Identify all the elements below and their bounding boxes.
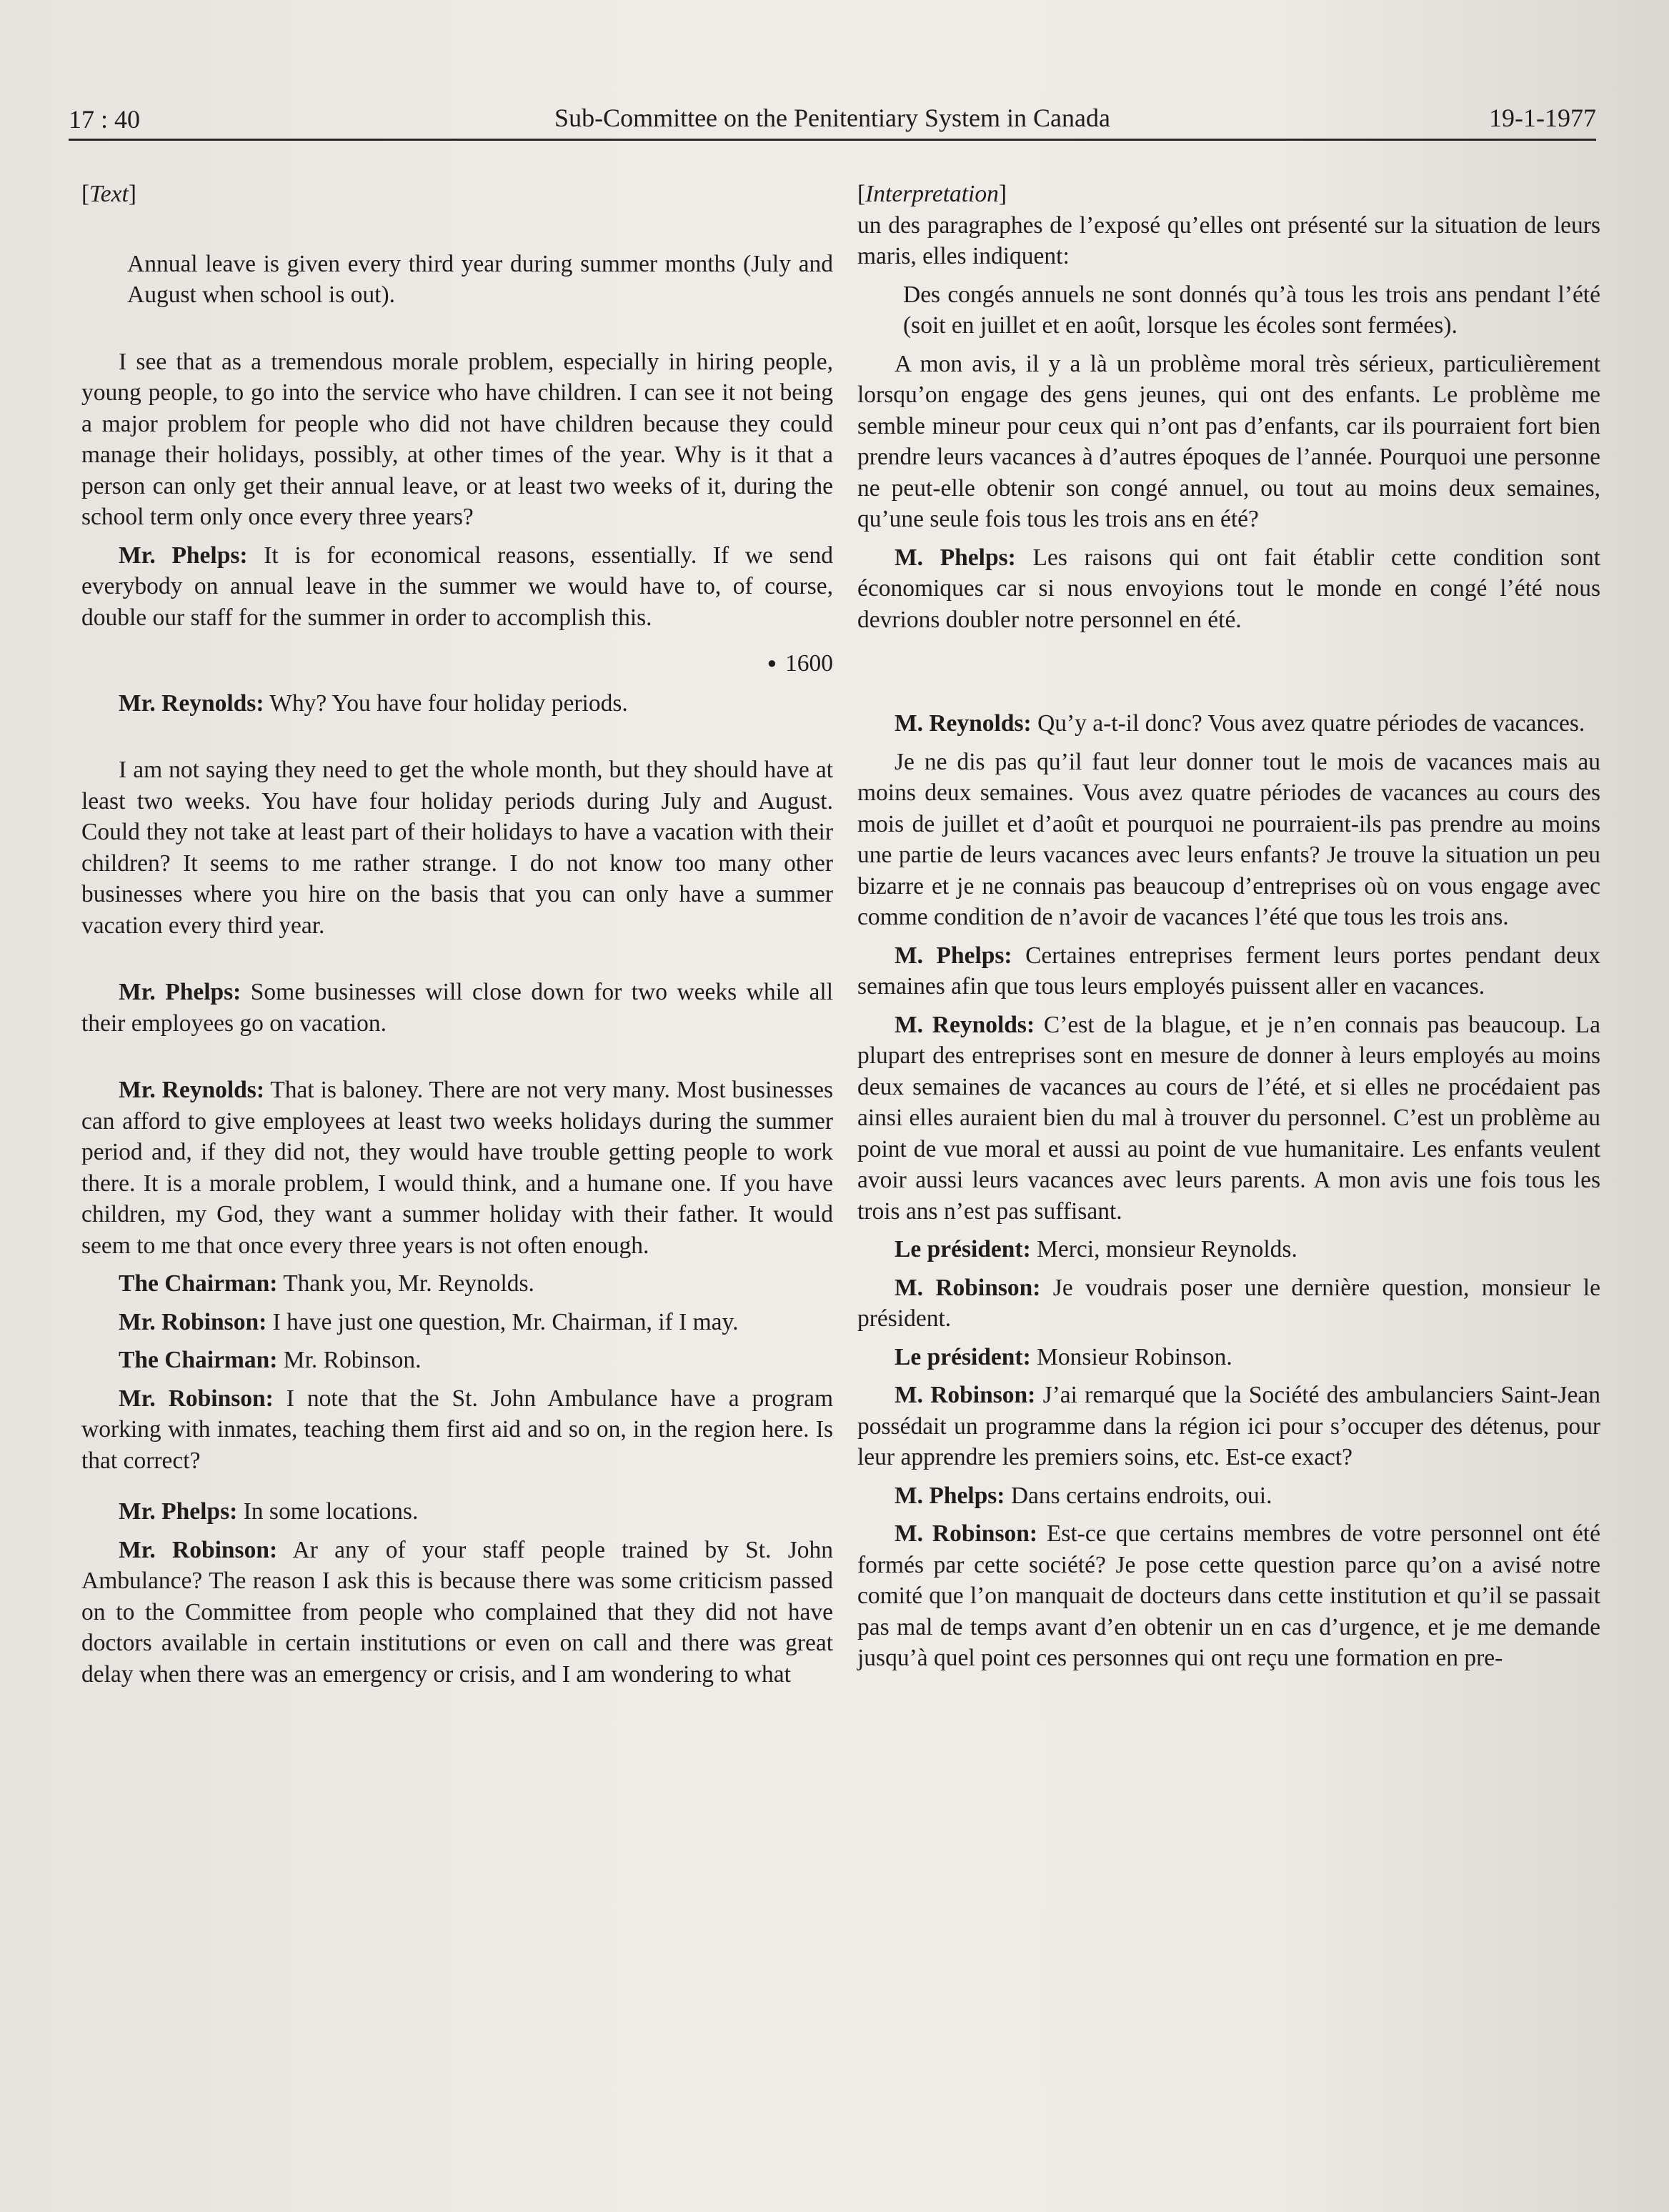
speech: M. Phelps: Les raisons qui ont fait établir cette condition sont économiques car si nous envoyions tout le monde en congé l’été nous devrions doubler notre personnel en été. [857, 544, 1600, 633]
english-column [81, 179, 833, 1697]
speaker: Mr. Reynolds: [119, 1077, 265, 1103]
speech: M. Robinson: J’ai remarqué que la Société des ambulanciers Saint-Jean possédait un programme dans la région ici pour s’occuper des détenus, pour leur apprendre les premiers soins, etc. Est-ce exact? [857, 1382, 1600, 1470]
speech: The Chairman: Thank you, Mr. Reynolds. [119, 1270, 534, 1297]
speaker: Mr. Phelps: [119, 1498, 238, 1525]
speech: M. Reynolds: C’est de la blague, et je n’en connais pas beaucoup. La plupart des entreprises sont en mesure de donner à leurs employés au moins deux semaines de vacances au cours de l’été, et si elles ne procédaient pas ainsi elles auraient bien du mal à trouver du personnel. C’est un problème au point de vue moral et aussi au point de vue humanitaire. Les enfants veulent avoir aussi leurs vacances avec leurs parents. A mon avis une fois tous les trois ans n’est pas suffisant. [857, 1011, 1600, 1225]
text-tag: [Text] [81, 181, 136, 207]
page-number: 17 : 40 [69, 105, 141, 134]
interpretation-tag: [Interpretation] [857, 181, 1007, 207]
speaker: M. Phelps: [895, 942, 1012, 969]
speaker: Le président: [895, 1343, 1031, 1370]
speech: M. Reynolds: Qu’y a-t-il donc? Vous avez quatre périodes de vacances. [895, 710, 1585, 737]
speaker: Le président: [895, 1236, 1031, 1262]
speech: Mr. Robinson: I note that the St. John Ambulance have a program working with inmates, teaching them first aid and so on, in the region here. Is that correct? [81, 1385, 833, 1474]
speech: M. Robinson: Est-ce que certains membres de votre personnel ont été formés par cette société? Je pose cette question parce qu’on a avisé notre comité que l’on manquait de docteurs dans cette institution et qu’il se passait pas mal de temps avant d’en obtenir un en cas d’urgence, et je me demande jusqu’à quel point ces personnes qui ont reçu une formation en pre- [857, 1520, 1600, 1671]
speaker: Mr. Phelps: [119, 542, 248, 569]
speech: Mr. Phelps: Some businesses will close down for two weeks while all their employees go on vacation. [81, 979, 833, 1037]
speaker: Mr. Phelps: [119, 979, 241, 1005]
speaker: Mr. Robinson: [119, 1536, 278, 1563]
speaker: The Chairman: [119, 1347, 278, 1373]
speaker: Mr. Reynolds: [119, 689, 264, 717]
paragraph: I see that as a tremendous morale problem, especially in hiring people, young people, to go into the service who have children. I can see it not being a major problem for people who did not have children because they could manage their holidays, possibly, at other times of the year. Why is it that a person can only get their annual leave, or at least two weeks of it, during the school term only once every three years? [81, 348, 833, 530]
speaker: Mr. Robinson: [119, 1308, 267, 1335]
speaker: M. Robinson: [895, 1274, 1041, 1301]
speech: Le président: Merci, monsieur Reynolds. [895, 1236, 1297, 1262]
quoted-passage: Des congés annuels ne sont donnés qu’à tous les trois ans pendant l’été (soit en juillet et en août, lorsque les écoles sont fermées). [903, 281, 1600, 339]
paragraph: A mon avis, il y a là un problème moral très sérieux, particulièrement lorsqu’on engage des gens jeunes, qui ont des enfants. Le problème me semble mineur pour ceux qui n’ont pas d’enfants, car ils pourraient fort bien prendre leurs vacances à d’autres époques de l’année. Pourquoi une personne ne peut-elle obtenir son congé annuel, ou tout au moins deux semaines, qu’une seule fois tous les trois ans en été? [857, 350, 1600, 532]
speech: Mr. Phelps: In some locations. [119, 1498, 419, 1525]
speaker: M. Robinson: [895, 1382, 1036, 1408]
quoted-passage: Annual leave is given every third year during summer months (July and August when school is out). [127, 250, 833, 308]
page-header [69, 101, 1596, 141]
speech: M. Phelps: Dans certains endroits, oui. [895, 1482, 1272, 1509]
speaker: M. Reynolds: [895, 710, 1032, 737]
speaker: The Chairman: [119, 1270, 278, 1297]
speech: The Chairman: Mr. Robinson. [119, 1347, 422, 1373]
speech: Le président: Monsieur Robinson. [895, 1343, 1232, 1370]
speaker: M. Reynolds: [895, 1011, 1035, 1038]
paragraph: Je ne dis pas qu’il faut leur donner tout le mois de vacances mais au moins deux semaines. Vous avez quatre périodes de vacances au cours des mois de juillet et d’août et pourquoi ne pourraient-ils pas prendre au moins une partie de leurs vacances avec leurs enfants? Je trouve la situation un peu bizarre et je ne connais pas beaucoup d’entreprises où on vous engage avec comme condition de n’avoir de vacances l’été que tous les trois ans. [857, 748, 1600, 930]
speech: Mr. Robinson: Ar any of your staff people trained by St. John Ambulance? The reason I ask this is because there was some criticism passed on to the Committee from people who complained that they did not have doctors available in certain institutions or even on call and there was great delay when there was an emergency or crisis, and I am wondering to what [81, 1536, 834, 1688]
french-column [857, 179, 1600, 1681]
running-title: Sub-Committee on the Penitentiary System in Canada [554, 104, 1110, 132]
speech: Mr. Phelps: It is for economical reasons, essentially. If we send everybody on annual leave in the summer we would have to, of course, double our staff for the summer in order to accomplish this. [81, 542, 833, 631]
speech: Mr. Reynolds: Why? You have four holiday periods. [119, 689, 628, 717]
speech: M. Phelps: Certaines entreprises ferment leurs portes pendant deux semaines afin que tous leurs employés puissent aller en vacances. [857, 942, 1600, 1000]
timestamp: ● 1600 [767, 650, 833, 677]
speech: Mr. Robinson: I have just one question, Mr. Chairman, if I may. [119, 1308, 739, 1335]
header-date: 19-1-1977 [1489, 104, 1596, 132]
paragraph: I am not saying they need to get the whole month, but they should have at least two weeks. You have four holiday periods during July and August. Could they not take at least part of their holidays to have a vacation with their children? It seems to me rather strange. I do not know too many other businesses where you hire on the basis that you can only have a summer vacation every third year. [81, 757, 833, 939]
speaker: M. Robinson: [895, 1520, 1038, 1547]
speaker: Mr. Robinson: [119, 1385, 274, 1412]
speech: Mr. Reynolds: That is baloney. There are not very many. Most businesses can afford to give employees at least two weeks holidays during the summer period and, if they did not, they would have trouble getting people to work there. It is a morale problem, I would think, and a humane one. If you have children, my God, they want a summer holiday with their father. It would seem to me that once every three years is not often enough. [81, 1077, 833, 1259]
speaker: M. Phelps: [895, 1482, 1005, 1509]
speaker: M. Phelps: [895, 544, 1016, 571]
speech: M. Robinson: Je voudrais poser une dernière question, monsieur le président. [857, 1274, 1600, 1332]
paragraph: un des paragraphes de l’exposé qu’elles ont présenté sur la situation de leurs maris, elles indiquent: [857, 211, 1600, 269]
